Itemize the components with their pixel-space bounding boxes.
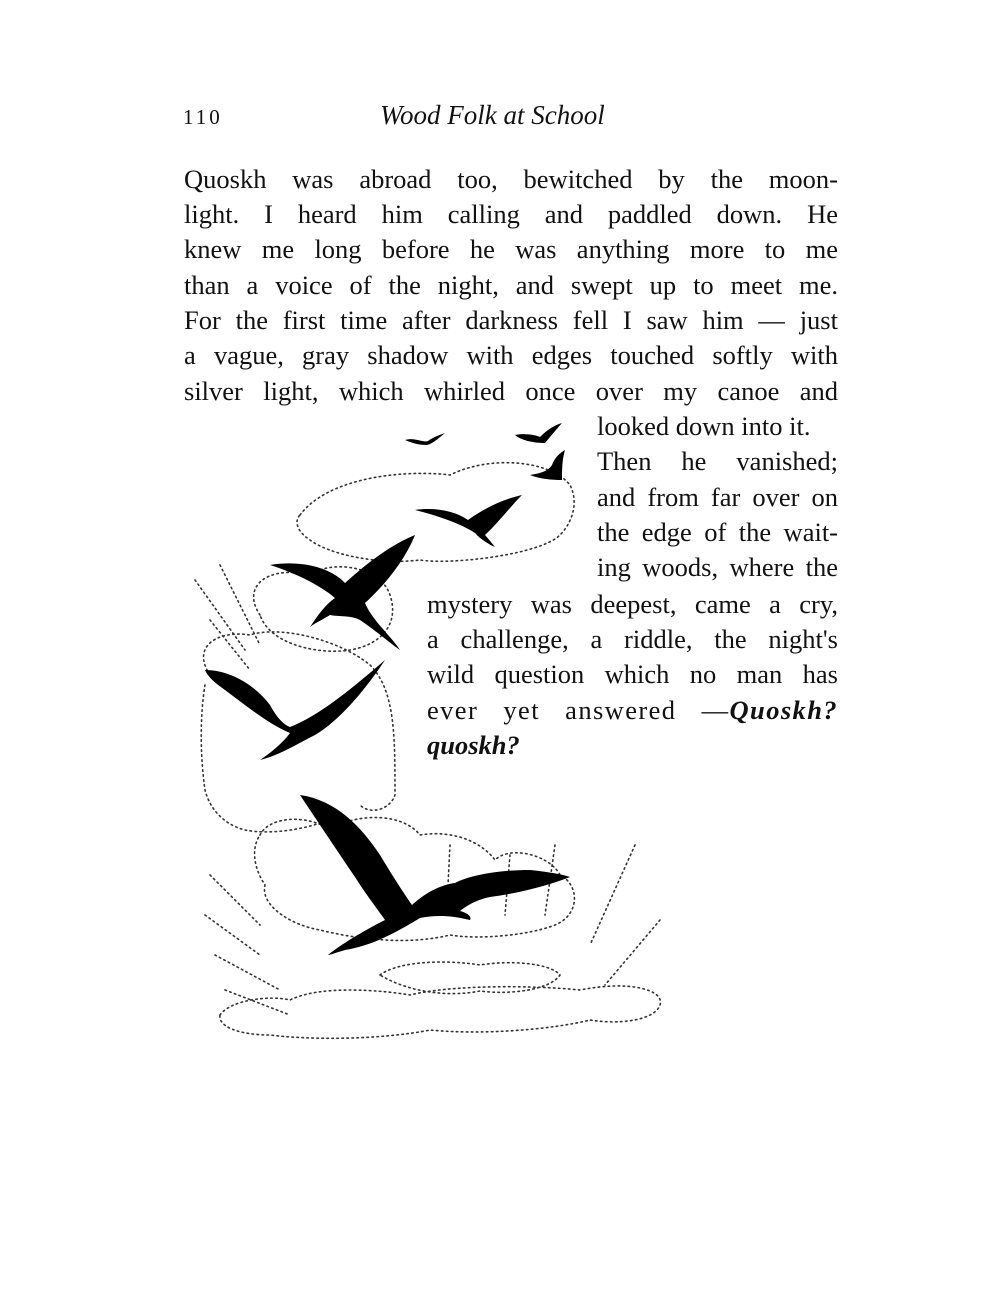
text-line: looked down into it. <box>597 411 811 441</box>
text-line: a challenge, a riddle, the night's <box>427 624 838 654</box>
text-line: light. I heard him calling and paddled down. He <box>184 199 838 229</box>
text-line: Then he vanished; <box>597 446 838 476</box>
text-line: ing woods, where the <box>597 552 838 582</box>
text-line: and from far over on <box>597 482 838 512</box>
text-line: a vague, gray shadow with edges touched softly with <box>184 340 838 370</box>
text-line: Quoskh was abroad too, bewitched by the moon- <box>184 164 838 194</box>
text-line: the edge of the wait- <box>597 517 838 547</box>
text-line: knew me long before he was anything more to me <box>184 234 838 264</box>
herons-flying-over-clouds-icon <box>150 415 680 1095</box>
text-line: wild question which no man has <box>427 659 838 689</box>
page-number: 110 <box>183 105 223 129</box>
text-fragment: ever yet answered — <box>427 695 730 725</box>
text-line: For the first time after darkness fell I saw him — just <box>184 305 838 335</box>
text-line: silver light, which whirled once over my canoe and <box>184 376 838 406</box>
text-line: mystery was deepest, came a cry, <box>427 589 838 619</box>
running-title: Wood Folk at School <box>380 100 605 130</box>
text-line: than a voice of the night, and swept up to meet me. <box>184 270 838 300</box>
italic-cry: Quoskh? <box>729 695 838 725</box>
italic-cry: quoskh? <box>427 730 520 760</box>
